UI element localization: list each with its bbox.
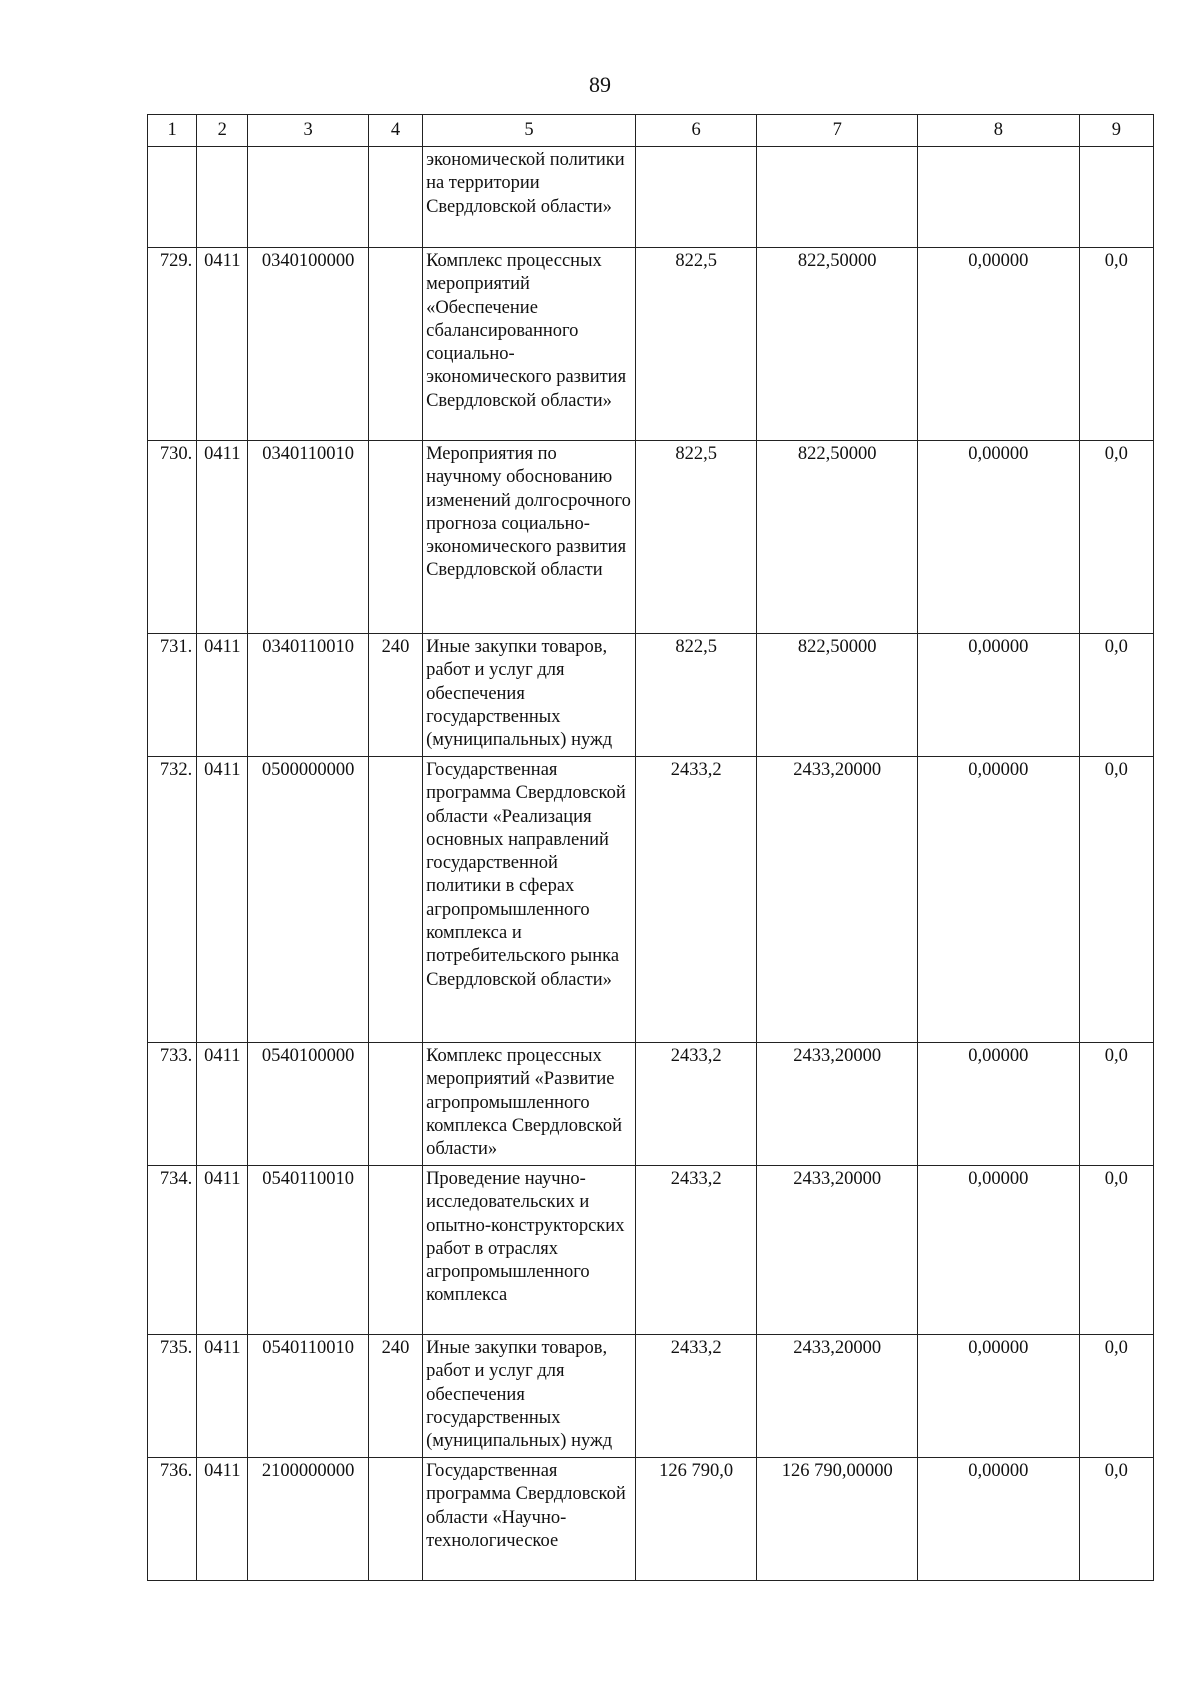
- cell-target: 0340110010: [248, 441, 368, 634]
- cell-section: 0411: [197, 1043, 248, 1166]
- cell-v8: 0,00000: [918, 1043, 1080, 1166]
- table-row: [148, 441, 1154, 634]
- header-col-8: 8: [918, 115, 1080, 147]
- table-row: [148, 634, 1154, 757]
- cell-target: 2100000000: [248, 1458, 368, 1581]
- cell-name: Мероприятия по научному обоснованию изменений долгосрочного прогноза социально-экономического развития Свердловской области: [423, 441, 636, 634]
- cell-v8: 0,00000: [918, 248, 1080, 441]
- cell-section: 0411: [197, 1166, 248, 1335]
- cell-section: 0411: [197, 248, 248, 441]
- cell-section: 0411: [197, 1458, 248, 1581]
- cell-name: Государственная программа Свердловской области «Научно-технологическое: [423, 1458, 636, 1581]
- table-row: [148, 1458, 1154, 1581]
- cell-target: 0500000000: [248, 757, 368, 1043]
- cell-v7: 2433,20000: [757, 1335, 918, 1458]
- cell-section: 0411: [197, 634, 248, 757]
- cell-v9: [1079, 147, 1153, 248]
- cell-type: [368, 1043, 422, 1166]
- cell-v9: 0,0: [1079, 1458, 1153, 1581]
- cell-name: экономической политики на территории Свердловской области»: [423, 147, 636, 248]
- cell-type: [368, 441, 422, 634]
- cell-target: 0340100000: [248, 248, 368, 441]
- cell-v8: [918, 147, 1080, 248]
- cell-target: 0340110010: [248, 634, 368, 757]
- header-col-6: 6: [635, 115, 756, 147]
- cell-v7: 822,50000: [757, 248, 918, 441]
- cell-v7: 822,50000: [757, 441, 918, 634]
- cell-section: [197, 147, 248, 248]
- cell-section: 0411: [197, 1335, 248, 1458]
- cell-v9: 0,0: [1079, 757, 1153, 1043]
- cell-v8: 0,00000: [918, 1458, 1080, 1581]
- cell-v7: 2433,20000: [757, 1166, 918, 1335]
- cell-num: 736.: [148, 1458, 197, 1581]
- cell-v8: 0,00000: [918, 757, 1080, 1043]
- cell-target: 0540110010: [248, 1335, 368, 1458]
- table-header-row: [148, 115, 1154, 147]
- cell-name: Иные закупки товаров, работ и услуг для обеспечения государственных (муниципальных) нужд: [423, 634, 636, 757]
- cell-v8: 0,00000: [918, 634, 1080, 757]
- cell-v7: 822,50000: [757, 634, 918, 757]
- header-col-1: 1: [148, 115, 197, 147]
- cell-num: 733.: [148, 1043, 197, 1166]
- cell-v6: [635, 147, 756, 248]
- cell-v6: 2433,2: [635, 1335, 756, 1458]
- cell-v7: [757, 147, 918, 248]
- cell-section: 0411: [197, 757, 248, 1043]
- table-row: [148, 1335, 1154, 1458]
- table-row: [148, 757, 1154, 1043]
- cell-v8: 0,00000: [918, 1335, 1080, 1458]
- header-col-7: 7: [757, 115, 918, 147]
- cell-name: Иные закупки товаров, работ и услуг для обеспечения государственных (муниципальных) нужд: [423, 1335, 636, 1458]
- cell-v6: 2433,2: [635, 1166, 756, 1335]
- header-col-9: 9: [1079, 115, 1153, 147]
- cell-v7: 2433,20000: [757, 757, 918, 1043]
- cell-section: 0411: [197, 441, 248, 634]
- header-col-4: 4: [368, 115, 422, 147]
- header-col-2: 2: [197, 115, 248, 147]
- table-row-continuation: [148, 147, 1154, 248]
- cell-num: 731.: [148, 634, 197, 757]
- cell-type: [368, 147, 422, 248]
- cell-type: [368, 248, 422, 441]
- cell-type: [368, 1458, 422, 1581]
- cell-num: 734.: [148, 1166, 197, 1335]
- cell-type: [368, 757, 422, 1043]
- cell-num: 730.: [148, 441, 197, 634]
- cell-v9: 0,0: [1079, 1166, 1153, 1335]
- cell-v7: 126 790,00000: [757, 1458, 918, 1581]
- cell-v6: 126 790,0: [635, 1458, 756, 1581]
- cell-num: 729.: [148, 248, 197, 441]
- header-col-3: 3: [248, 115, 368, 147]
- cell-target: 0540110010: [248, 1166, 368, 1335]
- page-number: 89: [589, 72, 611, 97]
- cell-name: Комплекс процессных мероприятий «Обеспечение сбалансированного социально-экономического развития Свердловской области»: [423, 248, 636, 441]
- cell-type: 240: [368, 1335, 422, 1458]
- cell-v9: 0,0: [1079, 634, 1153, 757]
- table-row: [148, 1043, 1154, 1166]
- cell-v6: 2433,2: [635, 1043, 756, 1166]
- cell-v6: 822,5: [635, 441, 756, 634]
- cell-num: [148, 147, 197, 248]
- cell-v6: 2433,2: [635, 757, 756, 1043]
- cell-v9: 0,0: [1079, 248, 1153, 441]
- cell-v9: 0,0: [1079, 441, 1153, 634]
- cell-v8: 0,00000: [918, 441, 1080, 634]
- cell-name: Комплекс процессных мероприятий «Развитие агропромышленного комплекса Свердловской области»: [423, 1043, 636, 1166]
- cell-name: Проведение научно-исследовательских и опытно-конструкторских работ в отраслях агропромышленного комплекса: [423, 1166, 636, 1335]
- cell-target: [248, 147, 368, 248]
- cell-v6: 822,5: [635, 634, 756, 757]
- cell-name: Государственная программа Свердловской области «Реализация основных направлений государственной политики в сферах агропромышленного комплекса и потребительского рынка Свердловской области»: [423, 757, 636, 1043]
- cell-v6: 822,5: [635, 248, 756, 441]
- header-col-5: 5: [423, 115, 636, 147]
- budget-table: [147, 114, 1154, 1581]
- cell-v9: 0,0: [1079, 1043, 1153, 1166]
- cell-num: 735.: [148, 1335, 197, 1458]
- cell-v9: 0,0: [1079, 1335, 1153, 1458]
- cell-num: 732.: [148, 757, 197, 1043]
- cell-v7: 2433,20000: [757, 1043, 918, 1166]
- cell-target: 0540100000: [248, 1043, 368, 1166]
- cell-v8: 0,00000: [918, 1166, 1080, 1335]
- table-row: [148, 248, 1154, 441]
- cell-type: 240: [368, 634, 422, 757]
- table-row: [148, 1166, 1154, 1335]
- cell-type: [368, 1166, 422, 1335]
